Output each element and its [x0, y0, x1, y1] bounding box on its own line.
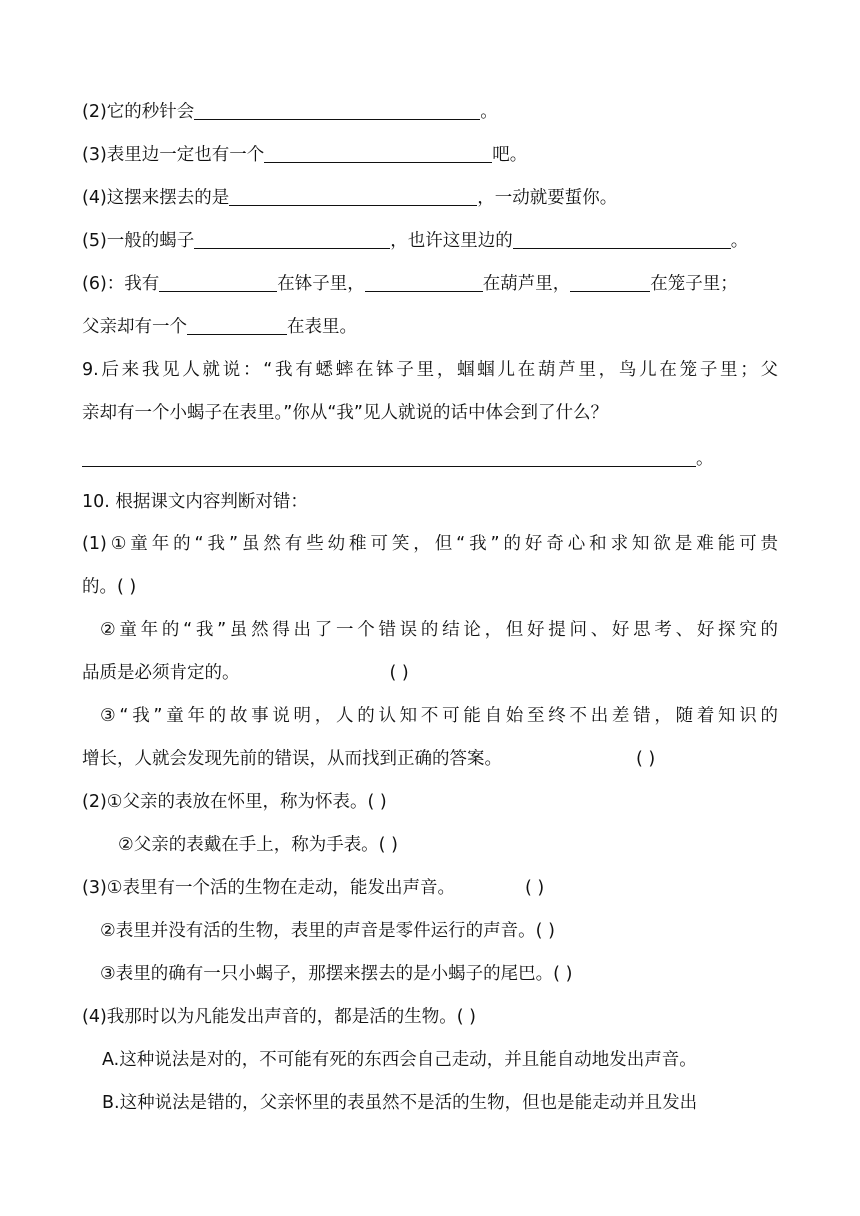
judge-bracket[interactable]: ( ): [389, 663, 409, 683]
question-8-4: [82, 186, 617, 210]
q10-1-2-line-2: [82, 661, 409, 685]
q8-3-end: 吧。: [492, 145, 528, 165]
question-8-6: [82, 272, 738, 296]
q10-1-3-line-1: ③“我”童年的故事说明，人的认知不可能自始至终不出差错，随着知识的: [100, 706, 778, 726]
q10-4: (4)我那时以为凡能发出声音的，都是活的生物。( ): [82, 1007, 477, 1027]
answer-blank[interactable]: [194, 230, 390, 249]
q8-6-b: 在钵子里，: [277, 274, 365, 294]
question-8-2: [82, 100, 498, 124]
q8-5-text: (5)一般的蝎子: [82, 231, 195, 251]
q10-3-1: [82, 876, 544, 900]
question-9-line-2: 亲却有一个小蝎子在表里。”你从“我”见人就说的话中体会到了什么？: [82, 403, 608, 423]
q8-5-end: 。: [730, 231, 749, 251]
q9-end: 。: [696, 449, 714, 469]
question-9-line-1: 9.后来我见人就说：“我有蟋蟀在钵子里，蝈蝈儿在葫芦里，鸟儿在笼子里；父: [82, 360, 778, 380]
q8-4-text: (4)这摆来摆去的是: [82, 188, 230, 208]
question-10-title: 10. 根据课文内容判断对错：: [82, 492, 308, 512]
q8-2-end: 。: [480, 102, 498, 122]
q8-5-mid: ，也许这里边的: [390, 231, 513, 251]
judge-bracket[interactable]: ( ): [524, 878, 545, 898]
q8-4-end: ，一动就要蜇你。: [477, 188, 618, 208]
q10-1-2-text: 品质是必须肯定的。: [82, 663, 240, 683]
answer-blank[interactable]: [229, 187, 477, 206]
q10-3-1-text: (3)①表里有一个活的生物在走动，能发出声音。: [82, 878, 455, 898]
q10-4-option-a: A.这种说法是对的，不可能有死的东西会自己走动，并且能自动地发出声音。: [102, 1050, 697, 1070]
q10-1-1-line-2: 的。( ): [82, 577, 137, 597]
q10-1-2-line-1: ②童年的“我”虽然得出了一个错误的结论，但好提问、好思考、好探究的: [100, 620, 778, 640]
answer-blank[interactable]: [187, 316, 287, 335]
answer-blank[interactable]: [159, 273, 277, 292]
question-9-answer: [82, 447, 714, 471]
answer-blank[interactable]: [82, 448, 696, 467]
q8-6-cont-text: 父亲却有一个: [82, 317, 187, 337]
q10-2-1: (2)①父亲的表放在怀里，称为怀表。( ): [82, 792, 387, 812]
question-8-6-cont: [82, 315, 357, 339]
q10-1-1-line-1: (1)①童年的“我”虽然有些幼稚可笑，但“我”的好奇心和求知欲是难能可贵: [82, 534, 778, 554]
q8-3-text: (3)表里边一定也有一个: [82, 145, 265, 165]
q8-6-d: 在笼子里；: [650, 274, 738, 294]
question-8-3: [82, 143, 527, 167]
q10-1-3-line-2: [82, 747, 655, 771]
q8-6-cont-end: 在表里。: [287, 317, 357, 337]
q10-3-2: ②表里并没有活的生物，表里的声音是零件运行的声音。( ): [100, 921, 555, 941]
judge-bracket[interactable]: ( ): [636, 749, 656, 769]
q10-2-2: ②父亲的表戴在手上，称为手表。( ): [118, 835, 398, 855]
q10-4-option-b: B.这种说法是错的，父亲怀里的表虽然不是活的生物，但也是能走动并且发出: [102, 1093, 698, 1113]
answer-blank[interactable]: [365, 273, 483, 292]
answer-blank[interactable]: [570, 273, 650, 292]
q8-6-c: 在葫芦里，: [482, 274, 571, 294]
q10-1-3-text: 增长，人就会发现先前的错误，从而找到正确的答案。: [82, 749, 502, 769]
q10-3-3: ③表里的确有一只小蝎子，那摆来摆去的是小蝎子的尾巴。( ): [100, 964, 573, 984]
q8-6-text: (6)：我有: [82, 274, 160, 294]
question-8-5: [82, 229, 748, 253]
answer-blank[interactable]: [264, 144, 492, 163]
answer-blank[interactable]: [194, 101, 480, 120]
q8-2-text: (2)它的秒针会: [82, 102, 195, 122]
answer-blank[interactable]: [513, 230, 731, 249]
